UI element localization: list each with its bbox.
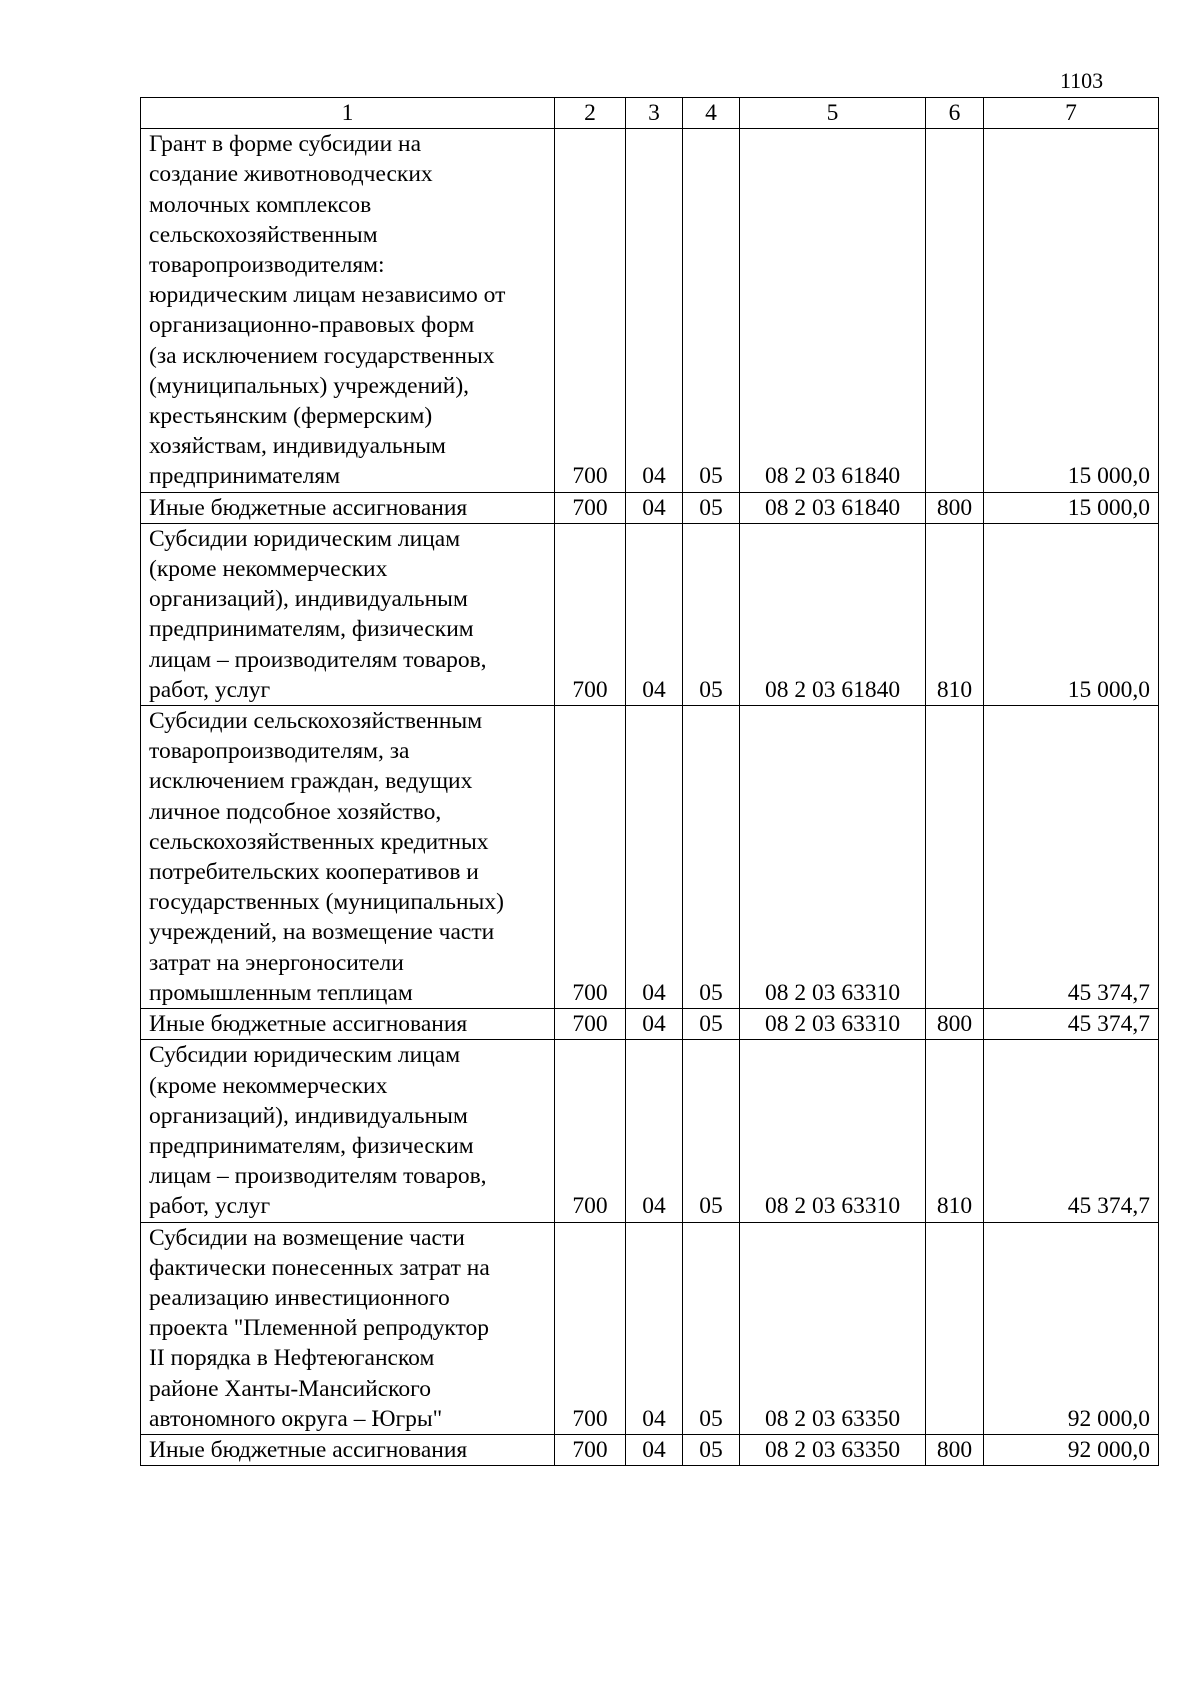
row-name-line: Субсидии на возмещение части (149, 1224, 465, 1251)
row-name-line: предпринимателям, физическим (149, 1132, 474, 1159)
row-name-line: предпринимателям (149, 463, 341, 490)
item-code-cell: 05 (683, 129, 740, 492)
table-row (141, 492, 1159, 523)
row-name-line: затрат на энергоносители (149, 949, 404, 976)
amount-cell: 15 000,0 (984, 129, 1159, 492)
row-name-line: учреждений, на возмещение части (149, 919, 495, 946)
row-name-line: государственных (муниципальных) (149, 889, 504, 916)
expense-type-code-cell: 810 (926, 1040, 984, 1222)
row-name-line: (кроме некоммерческих (149, 556, 388, 583)
item-code-cell: 05 (683, 706, 740, 1009)
row-name-line: юридическим лицам независимо от (149, 282, 506, 309)
target-article-code-cell: 08 2 03 61840 (740, 523, 926, 705)
row-name-line: организаций), индивидуальным (149, 586, 468, 613)
row-name-line: работ, услуг (149, 676, 271, 703)
table-row (141, 1434, 1159, 1465)
table-row (141, 1040, 1159, 1222)
target-article-code-cell: 08 2 03 63310 (740, 1040, 926, 1222)
subsection-code-cell: 04 (626, 706, 683, 1009)
row-name-line: сельскохозяйственных кредитных (149, 828, 489, 855)
header-cell-7: 7 (984, 98, 1159, 129)
row-name-line: лицам – производителям товаров, (149, 646, 487, 673)
table-row (141, 129, 1159, 492)
target-article-code-cell: 08 2 03 63310 (740, 706, 926, 1009)
header-cell-3: 3 (626, 98, 683, 129)
page-number: 1103 (1060, 68, 1104, 93)
row-name-line: хозяйствам, индивидуальным (149, 433, 446, 460)
row-name-line: сельскохозяйственным (149, 221, 378, 248)
header-cell-1: 1 (141, 98, 555, 129)
row-name-line: проекта "Племенной репродуктор (149, 1315, 489, 1342)
row-name-line: организаций), индивидуальным (149, 1102, 468, 1129)
row-name-line: молочных комплексов (149, 191, 372, 218)
budget-table (140, 97, 1159, 1466)
target-article-code-cell: 08 2 03 63310 (740, 1009, 926, 1040)
row-name-line: товаропроизводителям, за (149, 738, 410, 765)
table-row (141, 1222, 1159, 1434)
section-code-cell: 700 (555, 1222, 626, 1434)
target-article-code-cell: 08 2 03 63350 (740, 1434, 926, 1465)
row-name-line: (муниципальных) учреждений), (149, 372, 470, 399)
section-code-cell: 700 (555, 1040, 626, 1222)
section-code-cell: 700 (555, 1434, 626, 1465)
table-row (141, 523, 1159, 705)
subsection-code-cell: 04 (626, 129, 683, 492)
expense-type-code-cell: 810 (926, 523, 984, 705)
row-name-line: предпринимателям, физическим (149, 616, 474, 643)
row-name-line: исключением граждан, ведущих (149, 768, 473, 795)
row-name-line: районе Ханты-Мансийского (149, 1375, 431, 1402)
row-name-cell (141, 492, 555, 523)
row-name-line: Грант в форме субсидии на (149, 131, 422, 158)
target-article-code-cell: 08 2 03 61840 (740, 492, 926, 523)
row-name-line: организационно-правовых форм (149, 312, 475, 339)
row-name-line: Иные бюджетные ассигнования (149, 1436, 468, 1463)
row-name-line: (за исключением государственных (149, 342, 495, 369)
expense-type-code-cell (926, 706, 984, 1009)
row-name-line: Иные бюджетные ассигнования (149, 494, 468, 521)
row-name-cell (141, 1009, 555, 1040)
target-article-code-cell: 08 2 03 61840 (740, 129, 926, 492)
row-name-cell (141, 1434, 555, 1465)
subsection-code-cell: 04 (626, 523, 683, 705)
amount-cell: 45 374,7 (984, 1009, 1159, 1040)
row-name-line: реализацию инвестиционного (149, 1284, 450, 1311)
subsection-code-cell: 04 (626, 1040, 683, 1222)
expense-type-code-cell: 800 (926, 1009, 984, 1040)
row-name-line: работ, услуг (149, 1193, 271, 1220)
amount-cell: 45 374,7 (984, 1040, 1159, 1222)
row-name-line: автономного округа – Югры" (149, 1405, 443, 1432)
header-cell-2: 2 (555, 98, 626, 129)
row-name-line: товаропроизводителям: (149, 252, 385, 279)
subsection-code-cell: 04 (626, 1009, 683, 1040)
row-name-line: крестьянским (фермерским) (149, 403, 433, 430)
table-row (141, 1009, 1159, 1040)
item-code-cell: 05 (683, 1040, 740, 1222)
expense-type-code-cell (926, 1222, 984, 1434)
header-cell-6: 6 (926, 98, 984, 129)
row-name-line: промышленным теплицам (149, 979, 413, 1006)
item-code-cell: 05 (683, 492, 740, 523)
row-name-cell (141, 129, 555, 492)
header-row (141, 98, 1159, 129)
item-code-cell: 05 (683, 1009, 740, 1040)
row-name-line: личное подсобное хозяйство, (149, 798, 442, 825)
amount-cell: 92 000,0 (984, 1222, 1159, 1434)
subsection-code-cell: 04 (626, 492, 683, 523)
row-name-line: Субсидии юридическим лицам (149, 1042, 461, 1069)
row-name-cell (141, 706, 555, 1009)
expense-type-code-cell: 800 (926, 1434, 984, 1465)
section-code-cell: 700 (555, 706, 626, 1009)
row-name-line: (кроме некоммерческих (149, 1072, 388, 1099)
section-code-cell: 700 (555, 523, 626, 705)
target-article-code-cell: 08 2 03 63350 (740, 1222, 926, 1434)
item-code-cell: 05 (683, 1222, 740, 1434)
item-code-cell: 05 (683, 1434, 740, 1465)
expense-type-code-cell (926, 129, 984, 492)
item-code-cell: 05 (683, 523, 740, 705)
row-name-cell (141, 1040, 555, 1222)
row-name-cell (141, 1222, 555, 1434)
amount-cell: 15 000,0 (984, 492, 1159, 523)
subsection-code-cell: 04 (626, 1222, 683, 1434)
amount-cell: 15 000,0 (984, 523, 1159, 705)
section-code-cell: 700 (555, 129, 626, 492)
row-name-line: Субсидии юридическим лицам (149, 525, 461, 552)
table-row (141, 706, 1159, 1009)
row-name-line: лицам – производителям товаров, (149, 1163, 487, 1190)
row-name-line: создание животноводческих (149, 161, 433, 188)
expense-type-code-cell: 800 (926, 492, 984, 523)
row-name-line: потребительских кооперативов и (149, 859, 479, 886)
amount-cell: 45 374,7 (984, 706, 1159, 1009)
row-name-line: фактически понесенных затрат на (149, 1254, 490, 1281)
row-name-line: Иные бюджетные ассигнования (149, 1011, 468, 1038)
amount-cell: 92 000,0 (984, 1434, 1159, 1465)
table-body (141, 129, 1159, 1466)
header-cell-4: 4 (683, 98, 740, 129)
section-code-cell: 700 (555, 1009, 626, 1040)
subsection-code-cell: 04 (626, 1434, 683, 1465)
row-name-line: II порядка в Нефтеюганском (149, 1345, 435, 1372)
section-code-cell: 700 (555, 492, 626, 523)
header-cell-5: 5 (740, 98, 926, 129)
row-name-line: Субсидии сельскохозяйственным (149, 708, 483, 735)
row-name-cell (141, 523, 555, 705)
